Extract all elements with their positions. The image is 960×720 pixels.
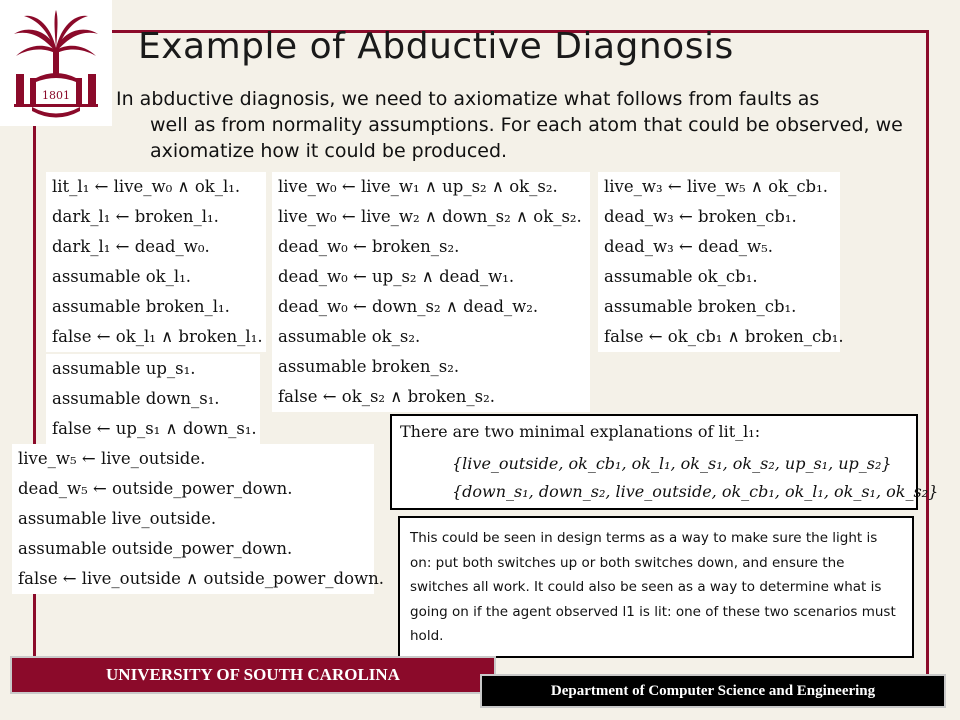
- intro-paragraph: [116, 86, 906, 164]
- axiom-line: assumable outside_power_down.: [18, 539, 293, 558]
- axiom-line: assumable broken_cb₁.: [604, 297, 797, 316]
- switch-s1-box: [46, 354, 260, 444]
- axiom-line: lit_l₁ ← live_w₀ ∧ ok_l₁.: [52, 177, 241, 196]
- palmetto-logo-icon: [6, 8, 106, 120]
- axiom-line: false ← ok_cb₁ ∧ broken_cb₁.: [604, 327, 844, 346]
- axiom-line: false ← live_outside ∧ outside_power_down.: [18, 569, 385, 588]
- explanations-box: [390, 414, 939, 510]
- department-banner: Department of Computer Science and Engineering: [480, 674, 946, 708]
- light-axioms-box: [46, 172, 266, 352]
- axiom-line: dark_l₁ ← dead_w₀.: [52, 237, 210, 256]
- axiom-line: dead_w₃ ← dead_w₅.: [604, 237, 773, 256]
- circuit-breaker-box: [598, 172, 844, 352]
- axiom-line: live_w₅ ← live_outside.: [18, 449, 206, 468]
- axiom-line: live_w₀ ← live_w₁ ∧ up_s₂ ∧ ok_s₂.: [278, 177, 558, 196]
- svg-text:1801: 1801: [42, 89, 70, 102]
- university-banner: UNIVERSITY OF SOUTH CAROLINA: [10, 656, 496, 694]
- intro-rest: well as from normality assumptions. For each atom that could be observed, we axiomatize how it could be produced.: [150, 114, 903, 162]
- design-note: This could be seen in design terms as a way to make sure the light is on: put both switches up or both switches down, and ensure the switches all work. It could also be seen as a way to determine what is going on if the agent observed l1 is lit: one of these two scenarios must hold.: [398, 516, 914, 658]
- university-logo: [0, 0, 112, 126]
- axiom-line: false ← ok_s₂ ∧ broken_s₂.: [278, 387, 495, 406]
- axiom-line: assumable up_s₁.: [52, 359, 196, 378]
- axiom-line: live_w₀ ← live_w₂ ∧ down_s₂ ∧ ok_s₂.: [278, 207, 582, 226]
- axiom-line: false ← ok_l₁ ∧ broken_l₁.: [52, 327, 263, 346]
- axiom-line: assumable broken_l₁.: [52, 297, 230, 316]
- axiom-line: dead_w₀ ← broken_s₂.: [278, 237, 460, 256]
- axiom-line: assumable ok_l₁.: [52, 267, 192, 286]
- axiom-line: assumable live_outside.: [18, 509, 217, 528]
- axiom-line: assumable broken_s₂.: [278, 357, 460, 376]
- outside-power-box: [12, 444, 385, 594]
- slide-title: Example of Abductive Diagnosis: [138, 26, 734, 67]
- axiom-line: assumable down_s₁.: [52, 389, 220, 408]
- explanation-set-2: {down_s₁, down_s₂, live_outside, ok_cb₁, ok_l₁, ok_s₁, ok_s₂}: [452, 482, 939, 501]
- axiom-line: dark_l₁ ← broken_l₁.: [52, 207, 219, 226]
- explanations-heading: There are two minimal explanations of lit_l₁:: [400, 422, 761, 441]
- axiom-line: false ← up_s₁ ∧ down_s₁.: [52, 419, 257, 438]
- axiom-line: dead_w₀ ← down_s₂ ∧ dead_w₂.: [278, 297, 539, 316]
- axiom-line: dead_w₀ ← up_s₂ ∧ dead_w₁.: [278, 267, 515, 286]
- axiom-line: live_w₃ ← live_w₅ ∧ ok_cb₁.: [604, 177, 828, 196]
- switch-s2-box: [272, 172, 590, 412]
- axiom-line: assumable ok_s₂.: [278, 327, 421, 346]
- axiom-line: dead_w₃ ← broken_cb₁.: [604, 207, 797, 226]
- axiom-line: dead_w₅ ← outside_power_down.: [18, 479, 293, 498]
- explanation-set-1: {live_outside, ok_cb₁, ok_l₁, ok_s₁, ok_s₂, up_s₁, up_s₂}: [452, 454, 892, 473]
- axiom-line: assumable ok_cb₁.: [604, 267, 758, 286]
- intro-first-line: In abductive diagnosis, we need to axiomatize what follows from faults as: [116, 88, 820, 110]
